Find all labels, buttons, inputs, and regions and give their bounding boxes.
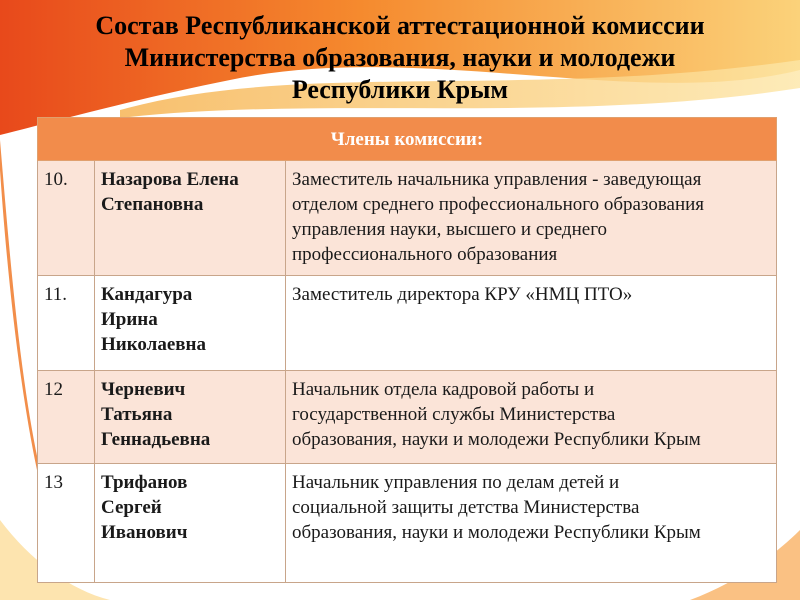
member-name-line: Трифанов <box>101 472 188 493</box>
member-number: 13 <box>38 464 95 583</box>
member-name-line: Ирина <box>101 309 158 330</box>
member-position-line: Начальник управления по делам детей и <box>292 472 620 493</box>
member-position <box>286 371 777 464</box>
member-position <box>286 276 777 371</box>
table-header: Члены комиссии: <box>38 118 777 161</box>
member-name <box>95 371 286 464</box>
table-header-row <box>38 118 777 161</box>
member-position-line: Начальник отдела кадровой работы и <box>292 379 595 400</box>
member-name-line: Назарова Елена <box>101 169 239 190</box>
slide-title <box>60 10 740 106</box>
commission-members-table <box>37 117 777 583</box>
member-name-line: Геннадьевна <box>101 429 211 450</box>
member-name <box>95 276 286 371</box>
table-row <box>38 464 777 583</box>
member-name-line: Николаевна <box>101 334 206 355</box>
member-position-line: образования, науки и молодежи Республики Крым <box>292 522 701 543</box>
slide-title-line: Состав Республиканской аттестационной комиссии <box>95 11 705 40</box>
member-position <box>286 464 777 583</box>
member-position-line: образования, науки и молодежи Республики Крым <box>292 429 701 450</box>
member-name-line: Татьяна <box>101 404 173 425</box>
member-number: 11. <box>38 276 95 371</box>
left-orange-arc <box>0 140 40 470</box>
member-position <box>286 161 777 276</box>
member-position-line: Заместитель начальника управления - заведующая <box>292 169 702 190</box>
member-name-line: Степановна <box>101 194 204 215</box>
member-position-line: Заместитель директора КРУ «НМЦ ПТО» <box>292 284 633 305</box>
member-name-line: Черневич <box>101 379 186 400</box>
member-name-line: Иванович <box>101 522 188 543</box>
member-name-line: Сергей <box>101 497 162 518</box>
member-name <box>95 161 286 276</box>
member-position-line: отделом среднего профессионального образования <box>292 194 705 215</box>
member-position-line: профессионального образования <box>292 244 558 265</box>
table-row <box>38 371 777 464</box>
member-position-line: государственной службы Министерства <box>292 404 616 425</box>
member-number: 12 <box>38 371 95 464</box>
slide-title-line: Республики Крым <box>291 75 509 104</box>
table-row <box>38 161 777 276</box>
member-name-line: Кандагура <box>101 284 193 305</box>
member-position-line: социальной защиты детства Министерства <box>292 497 640 518</box>
member-number: 10. <box>38 161 95 276</box>
table-row <box>38 276 777 371</box>
member-position-line: управления науки, высшего и среднего <box>292 219 608 240</box>
member-name <box>95 464 286 583</box>
slide-title-line: Министерства образования, науки и молодежи <box>124 43 676 72</box>
